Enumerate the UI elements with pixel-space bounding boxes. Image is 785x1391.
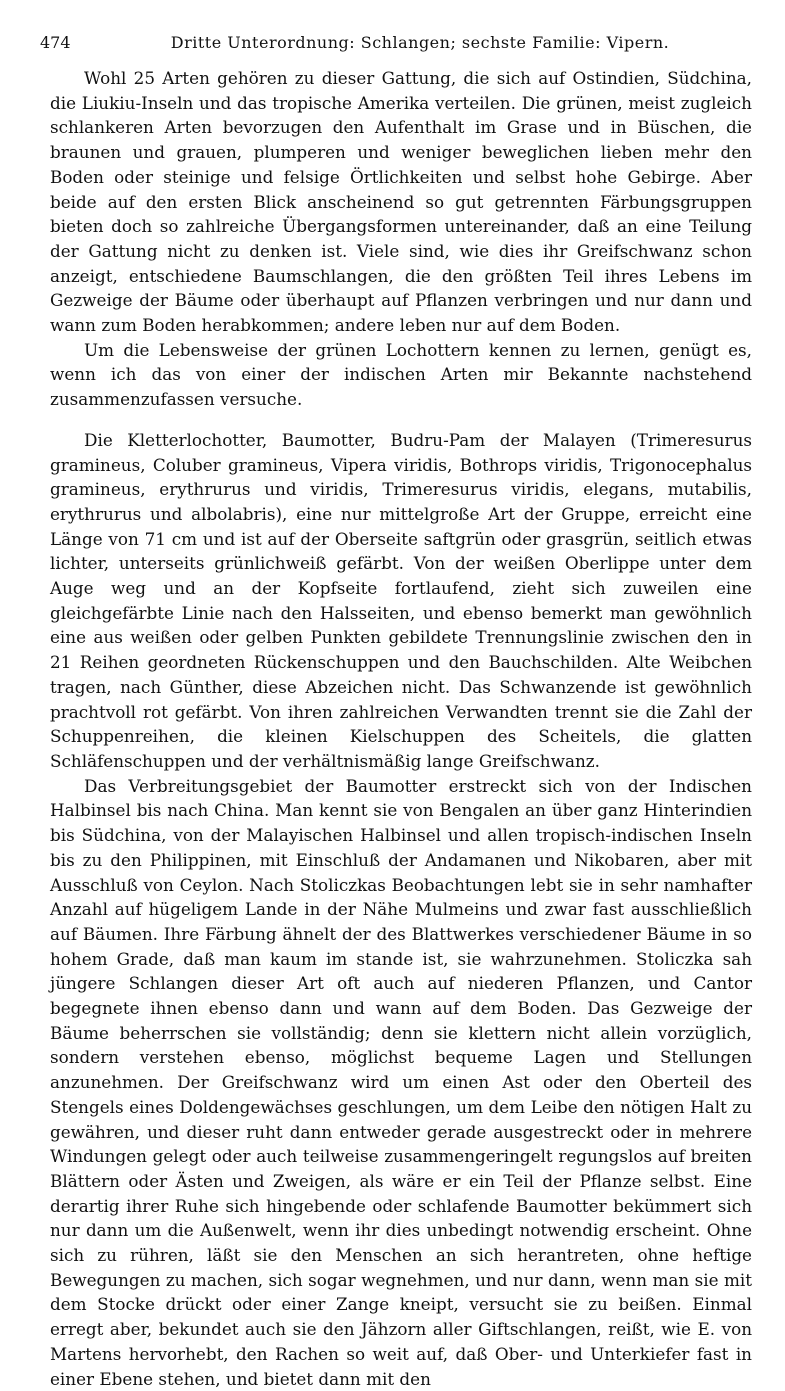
paragraph-genus-overview: Wohl 25 Arten gehören zu dieser Gattung, die sich auf Ostindien, Südchina, die Liukiu-Inseln und das tropische Amerika verteilen. Die grünen, meist zugleich schlankeren Arten bevorzugen den Aufenthalt im Grase und in Büschen, die braunen und grauen, plumperen und weniger beweglichen lieben mehr den Boden oder steinige und felsige Örtlichkeiten und selbst hohe Gebirge. Aber beide auf den ersten Blick anscheinend so gut getrennten Färbungsgruppen bieten doch so zahlreiche Übergangsformen untereinander, daß an eine Teilung der Gattung nicht zu denken ist. Viele sind, wie dies ihr Greifschwanz schon anzeigt, entschiedene Baumschlangen, die den größten Teil ihres Lebens im Gezweige der Bäume oder überhaupt auf Pflanzen verbringen und nur dann und wann zum Boden herabkommen; andere leben nur auf dem Boden.	[50, 68, 752, 336]
page-header	[40, 26, 740, 60]
body-text	[50, 66, 752, 1391]
paragraph-distribution-behavior: Das Verbreitungsgebiet der Baumotter erstreckt sich von der Indischen Halbinsel bis nach China. Man kennt sie von Bengalen an über ganz Hinterindien bis Südchina, von der Malayischen Halbinsel und allen tropisch-indischen Inseln bis zu den Philippinen, mit Einschluß der Andamanen und Nikobaren, aber mit Ausschluß von Ceylon. Nach Stoliczkas Beobachtungen lebt sie in sehr namhafter Anzahl auf hügeligem Lande in der Nähe Mulmeins und zwar fast ausschließlich auf Bäumen. Ihre Färbung ähnelt der des Blattwerkes verschiedener Bäume in so hohem Grade, daß man kaum im stande ist, sie wahrzunehmen. Stoliczka sah jüngere Schlangen dieser Art oft auch auf niederen Pflanzen, und Cantor begegnete ihnen ebenso dann und wann auf dem Boden. Das Gezweige der Bäume beherrschen sie vollständig; denn sie klettern nicht allein vorzüglich, sondern verstehen ebenso, möglichst bequeme Lagen und Stellungen anzunehmen. Der Greifschwanz wird um einen Ast oder den Oberteil des Stengels eines Doldengewächses geschlungen, um dem Leibe den nötigen Halt zu gewähren, und dieser ruht dann entweder gerade ausgestreckt oder in mehrere Windungen gelegt oder auch teilweise zusammengeringelt regungslos auf breiten Blättern oder Ästen und Zweigen, als wäre er ein Teil der Pflanze selbst. Eine derartig ihrer Ruhe sich hingebende oder schlafende Baumotter bekümmert sich nur dann um die Außenwelt, wenn ihr dies unbedingt notwendig erscheint. Ohne sich zu rühren, läßt sie den Menschen an sich herantreten, ohne heftige Bewegungen zu machen, sich sogar wegnehmen, und nur dann, wenn man sie mit dem Stocke drückt oder einer Zange kneipt, versucht sie zu beißen. Einmal erregt aber, bekundet auch sie den Jähzorn aller Giftschlangen, reißt, wie E. von Martens hervorhebt, den Rachen so weit auf, daß Ober- und Unterkiefer fast in einer Ebene stehen, und bietet dann mit den	[50, 775, 752, 1389]
page-number: 474	[40, 33, 71, 52]
paragraph-kletterlochotter-description: Die Kletterlochotter, Baumotter, Budru-Pam der Malayen (Trimeresurus gramineus, Coluber gramineus, Vipera viridis, Bothrops viridis, Trigonocephalus gramineus, erythrurus und viridis, Trimeresurus viridis, elegans, mutabilis, erythrurus und albolabris), eine nur mittelgroße Art der Gruppe, erreicht eine Länge von 71 cm und ist auf der Oberseite saftgrün oder grasgrün, seitlich etwas lichter, unterseits grünlichweiß gefärbt. Von der weißen Oberlippe unter dem Auge weg und an der Kopfseite fortlaufend, zieht sich zuweilen eine gleichgefärbte Linie nach den Halsseiten, und ebenso bemerkt man gewöhnlich eine aus weißen oder gelben Punkten gebildete Trennungslinie zwischen den in 21 Reihen geordneten Rückenschuppen und den Bauchschilden. Alte Weibchen tragen, nach Günther, diese Abzeichen nicht. Das Schwanzende ist gewöhnlich prachtvoll rot gefärbt. Von ihren zahlreichen Verwandten trennt sie die Zahl der Schuppenreihen, die kleinen Kielschuppen des Scheitels, die glatten Schläfenschuppen und der verhältnismäßig lange Greifschwanz.	[50, 429, 752, 771]
running-title: Dritte Unterordnung: Schlangen; sechste Familie: Vipern.	[170, 33, 670, 52]
paragraph-intro-lochottern: Um die Lebensweise der grünen Lochottern kennen zu lernen, genügt es, wenn ich das von einer der indischen Arten mir Bekannte nachstehend zusammenzufassen versuche.	[50, 339, 752, 410]
